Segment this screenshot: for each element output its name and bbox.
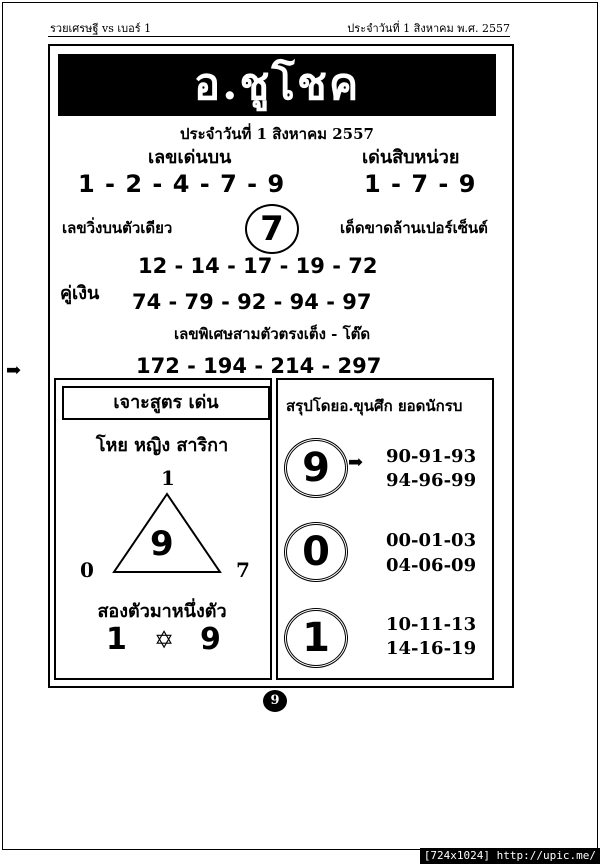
star-of-david-icon: ✡ <box>154 626 175 654</box>
arrow-right-icon: ➡ <box>6 360 22 381</box>
triangle-top-digit: 1 <box>161 466 175 490</box>
header-rule <box>48 36 510 37</box>
header-right: ประจำวันที่ 1 สิงหาคม พ.ศ. 2557 <box>347 22 510 35</box>
top-units-numbers: 1 - 7 - 9 <box>364 170 477 198</box>
single-run-number: 7 <box>245 204 299 254</box>
group-digit-1: 1 <box>284 608 348 668</box>
triangle-center-digit: 9 <box>150 524 174 564</box>
top-main-numbers: 1 - 2 - 4 - 7 - 9 <box>78 170 286 198</box>
group-0-line-1: 00-01-03 <box>386 530 477 551</box>
top-units-label: เด่นสิบหน่วย <box>362 147 460 168</box>
pairs-row-1: 12 - 14 - 17 - 19 - 72 <box>138 254 378 278</box>
page-number: 9 <box>263 690 287 712</box>
special-three-label: เลขพิเศษสามตัวตรงเต็ง - โต๊ด <box>174 325 371 343</box>
group-digit-0: 0 <box>284 522 348 582</box>
single-run-label: เลขวิ่งบนตัวเดียว <box>62 219 173 237</box>
triangle-left-digit: 0 <box>80 558 94 582</box>
left-panel-title: เจาะสูตร เด่น <box>62 386 270 420</box>
sure-win-label: เด็ดขาดล้านเปอร์เซ็นต์ <box>340 219 488 237</box>
group-digit-9: 9 <box>284 438 348 498</box>
pairs-label: คู่เงิน <box>60 283 100 304</box>
page-title: อ.ชูโชค <box>193 59 361 110</box>
pairs-row-2: 74 - 79 - 92 - 94 - 97 <box>132 290 372 314</box>
group-9-line-1: 90-91-93 <box>386 446 477 467</box>
two-one-label: สองตัวมาหนึ่งตัว <box>97 601 227 622</box>
header-left: รวยเศรษฐี vs เบอร์ 1 <box>50 22 152 35</box>
top-main-label: เลขเด่นบน <box>148 147 232 168</box>
right-panel-title: สรุปโดยอ.ขุนศึก ยอดนักรบ <box>286 397 463 415</box>
left-panel-subtitle: โหย หญิง สาริกา <box>95 435 229 456</box>
footer-tag[interactable]: [724x1024] http://upic.me/ <box>420 848 600 864</box>
group-1-line-2: 14-16-19 <box>386 638 477 659</box>
arrow-right-icon: ➡ <box>348 452 364 473</box>
group-0-line-2: 04-06-09 <box>386 555 477 576</box>
special-three-numbers: 172 - 194 - 214 - 297 <box>136 354 382 378</box>
date-line: ประจำวันที่ 1 สิงหาคม 2557 <box>180 125 374 143</box>
group-9-line-2: 94-96-99 <box>386 470 477 491</box>
triangle-right-digit: 7 <box>236 558 250 582</box>
two-one-left-digit: 1 <box>106 622 127 657</box>
two-one-right-digit: 9 <box>200 622 221 657</box>
group-1-line-1: 10-11-13 <box>386 614 477 635</box>
